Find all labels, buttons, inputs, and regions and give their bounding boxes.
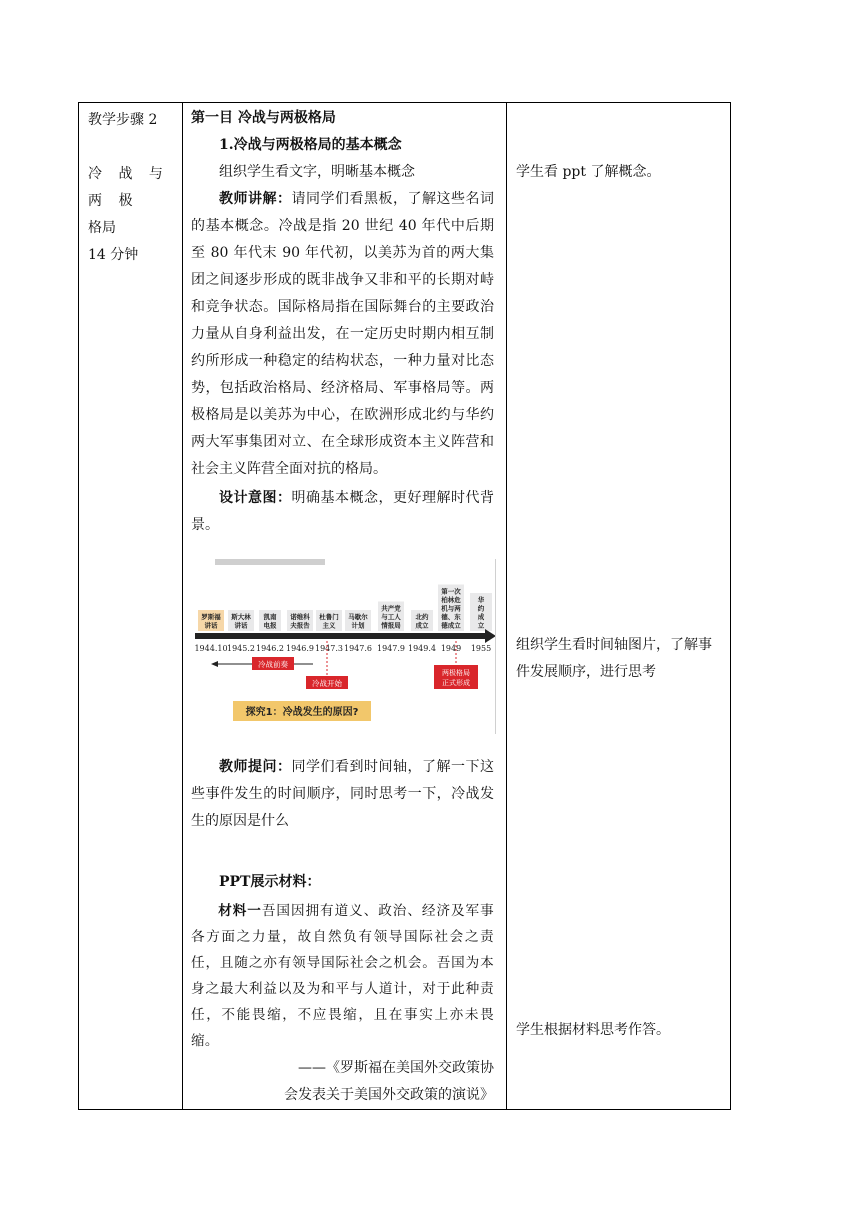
event-label: 柏林危 [441, 596, 461, 604]
event-label: 讲话 [234, 621, 248, 630]
step-column [79, 103, 183, 1110]
event-date: 1946.2 [256, 644, 284, 653]
inquiry-text: 探究1：冷战发生的原因? [245, 707, 359, 718]
event-label: 夫报告 [290, 621, 310, 630]
event-date: 1947.3 [315, 644, 343, 653]
stage-prelude-text: 冷战前奏 [258, 660, 288, 669]
question-label: 教师提问： [219, 759, 292, 775]
material-paragraph [191, 898, 494, 1054]
organize-line: 组织学生看文字，明晰基本概念 [219, 164, 415, 180]
material-text: 吾国因拥有道义、政治、经济及军事各方面之力量，故自然负有领导国际社会之责任，且随之亦有领导国际社会之机会。吾国为本身之最大利益以及为和平与人道计，对于此种责任，不能畏缩，不应畏缩，且在事实上亦未畏缩。 [191, 903, 494, 1049]
design-label: 设计意图： [219, 490, 292, 506]
event-label: 罗斯福 [201, 613, 221, 621]
event-label: 诺维科 [290, 613, 310, 621]
timeline-axis [195, 633, 485, 639]
event-label: 主义 [322, 621, 336, 630]
content-column [183, 103, 507, 1110]
event-date: 1947.6 [344, 644, 372, 653]
event-label: 与工人 [381, 613, 401, 621]
lecture-paragraph [191, 186, 494, 483]
event-label: 共产党 [381, 604, 401, 613]
event-label: 立 [477, 621, 485, 630]
event-date: 1949 [440, 644, 462, 653]
student-note-1: 学生看 ppt 了解概念。 [516, 164, 661, 180]
topic-line-1: 冷 战 与 两 极 [88, 166, 169, 209]
event-label: 北约 [415, 613, 429, 621]
source-line-2: 会发表关于美国外交政策的演说》 [284, 1087, 494, 1103]
step-label: 教学步骤 2 [88, 112, 158, 128]
design-paragraph [191, 485, 494, 539]
figure-right-edge [495, 559, 496, 734]
event-label: 约 [477, 604, 485, 613]
ppt-label: PPT展示材料： [219, 874, 321, 890]
timeline-svg [193, 559, 496, 734]
timeline-figure [193, 559, 496, 734]
section-heading: 第一目 冷战与两极格局 [191, 110, 336, 126]
timeline-title-fragment [215, 559, 325, 565]
event-label: 马歇尔 [348, 613, 368, 621]
duration: 14 分钟 [88, 247, 139, 263]
question-text: 同学们看到时间轴，了解一下这些事件发生的时间顺序，同时思考一下，冷战发生的原因是什么 [191, 759, 494, 829]
event-label: 德、东 [441, 613, 461, 621]
event-date: 1944.10 [194, 644, 228, 653]
event-label: 计划 [351, 621, 365, 630]
event-date: 1955 [470, 644, 492, 653]
source-line-1: ——《罗斯福在美国外交政策协 [298, 1060, 494, 1076]
event-label: 机与两 [441, 604, 461, 613]
event-label: 电报 [263, 621, 277, 630]
event-label: 成 [477, 613, 485, 621]
lesson-plan-table [78, 102, 731, 1110]
event-label: 情报局 [381, 621, 401, 630]
topic-line-2: 格局 [88, 220, 116, 236]
student-note-2: 组织学生看时间轴图片，了解事件发展顺序，进行思考 [516, 637, 712, 680]
event-label: 讲话 [204, 621, 218, 630]
event-label: 成立 [415, 621, 429, 630]
section-subheading: 1.冷战与两极格局的基本概念 [219, 137, 402, 153]
stage-start-text: 冷战开始 [312, 679, 342, 688]
event-date: 1947.9 [377, 644, 405, 653]
activity-column [507, 103, 731, 1110]
event-date: 1946.9 [286, 644, 314, 653]
lecture-text: 请同学们看黑板，了解这些名词的基本概念。冷战是指 20 世纪 40 年代中后期至 80 年代末 90 年代初，以美苏为首的两大集团之间逐步形成的既非战争又非和平的长期对峙和竞争状态。国际格局指在国际舞台的主要政治力量从自身利益出发，在一定历史时期内相互制约所形成一种稳定的结构状态，一种力量对比态势，包括政治格局、经济格局、军事格局等。两极格局是以美苏为中心，在欧洲形成北约与华约两大军事集团对立、在全球形成资本主义阵营和社会主义阵营全面对抗的格局。 [191, 191, 494, 477]
event-date: 1945.2 [227, 644, 255, 653]
stage-formed-text-2: 正式形成 [442, 679, 470, 687]
event-date: 1949.4 [408, 644, 436, 653]
event-label: 第一次 [441, 587, 461, 596]
event-label: 德成立 [441, 621, 461, 630]
event-label: 杜鲁门 [319, 613, 339, 621]
student-note-3: 学生根据材料思考作答。 [516, 1022, 670, 1038]
event-label: 华 [477, 596, 485, 604]
question-paragraph [191, 754, 494, 835]
event-label: 斯大林 [231, 613, 251, 621]
material-label: 材料一 [218, 903, 262, 919]
stage-formed-text-1: 两极格局 [442, 669, 470, 677]
event-label: 凯南 [263, 613, 277, 621]
prelude-arrow-head [211, 661, 218, 667]
design-text: 明确基本概念，更好理解时代背景。 [191, 490, 494, 533]
timeline-arrow-head [485, 629, 496, 643]
lecture-label: 教师讲解： [219, 191, 292, 207]
